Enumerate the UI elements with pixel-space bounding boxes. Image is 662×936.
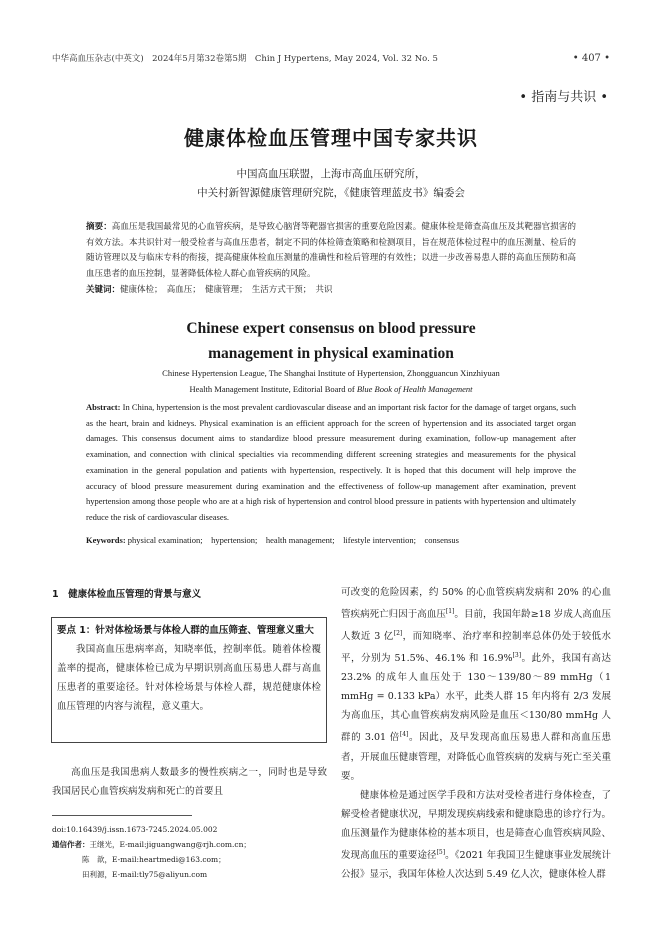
keypoint-body: 我国高血压患病率高，知晓率低，控制率低。随着体检覆盖率的提高，健康体检已成为早期识别高血压易患人群与高血压患者的重要途径。针对体检场景与体检人群，规范健康体检血压管理的内容与流程，意义重大。 (57, 644, 321, 712)
citation-4: [4] (399, 731, 409, 739)
journal-info: 中华高血压杂志(中英文) 2024年5月第32卷第5期 Chin J Hypertens, May 2024, Vol. 32 No. 5 (52, 54, 438, 64)
abstract-en-text: In China, hypertension is the most prevalent cardiovascular disease and an important risk factor for the damage of target organs, such as the heart, brain and kidneys. Physical examination is an efficient approach for the screen of hypertension and its associated target organ damages. This consensus document aims to standardize blood pressure measurement during examination, follow-up management after examination, and connection with clinical specialties via recommending different screening strategies and measurements for the physical examination in the general population and patients with hypertension, respectively. It is hoped that this document will help improve the accuracy of blood pressure measurement during examination and the effectiveness of follow-up management after examination, prevent hypertension among those people who are at a high risk of hypertension and control blood pressure in patients with hypertension and ultimately reduce the risk of cardiovascular diseases. (86, 402, 577, 522)
authors-line-1: 中国高血压联盟，上海市高血压研究所， (236, 168, 426, 180)
footnote-rule (52, 815, 192, 816)
abstract-text: 高血压是我国最常见的心血管疾病，是导致心脑肾等靶器官损害的重要危险因素。健康体检是筛查高血压及其靶器官损害的有效方法。本共识针对一般受检者与高血压患者，制定不同的体检筛查策略和检测项目，旨在规范体检过程中的血压测量、检后的随访管理以及与临床专科的衔接，提高健康体检血压测量的准确性和检后管理的有效性；以进一步改善易患人群的高血压预防和高血压患者的血压控制，显著降低体检人群心血管疾病的风险。 (86, 222, 576, 279)
right-paragraph-1: 可改变的危险因素，约 50% 的心血管疾病发病和 20% 的心血管疾病死亡归因于高血压[1]。目前，我国年龄≥18 岁成人高血压人数近 3 亿[2]，而知晓率、治疗率和控制率总体仍处于较低水平，分别为 51.5%、46.1% 和 16.9%[3]。此外，我国有高达 23.2% 的成年人血压处于 130～139/80～89 mmHg（1 mmHg = 0.133 kPa）水平，此类人群 15 年内将有 2/3 发展为高血压，其心血管疾病发病风险是血压＜130/80 mmHg 人群的 3.01 倍[4]。因此，及早发现高血压易患人群和高血压患者，开展血压健康管理，对降低心血管疾病的发病与死亡至关重要。 (341, 587, 611, 782)
keywords-label: 关键词： (86, 285, 121, 295)
left-paragraph: 高血压是我国患病人数最多的慢性疾病之一，同时也是导致我国居民心血管疾病发病和死亡的首要且 (52, 767, 327, 797)
footnotes (52, 822, 327, 882)
abstract-en-label: Abstract: (86, 402, 121, 412)
column-label: • 指南与共识 • (519, 90, 608, 105)
title-chinese: 健康体检血压管理中国专家共识 (184, 126, 478, 150)
keypoint-title: 要点 1：针对体检场景与体检人群的血压筛查、管理意义重大 (57, 625, 314, 636)
authors-line-2: 中关村新智源健康管理研究院，《健康管理蓝皮书》编委会 (197, 187, 465, 199)
keywords-en-label: Keywords: (86, 535, 126, 545)
keywords-english (86, 534, 576, 546)
correspondence-label: 通信作者： (52, 840, 90, 849)
abstract-english (86, 400, 576, 526)
abstract-label: 摘要： (86, 222, 112, 232)
authors-english (0, 366, 662, 397)
page-number: • 407 • (572, 52, 610, 64)
title-en-line-2: management in physical examination (208, 345, 454, 362)
right-column (341, 583, 611, 884)
doi: doi:10.16439/j.issn.1673-7245.2024.05.002 (52, 825, 218, 834)
title-en-line-1: Chinese expert consensus on blood pressure (186, 320, 476, 337)
keywords-text: 健康体检； 高血压； 健康管理； 生活方式干预； 共识 (120, 285, 333, 295)
authors-en-line-2 (0, 382, 662, 398)
right-paragraph-2: 健康体检是通过医学手段和方法对受检者进行身体检查，了解受检者健康状况，早期发现疾病线索和健康隐患的诊疗行为。血压测量作为健康体检的基本项目，也是筛查心血管疾病风险、发现高血压的重要途径[5]。《2021 年我国卫生健康事业发展统计公报》显示，我国年体检人次达到 5.49 亿人次，健康体检人群 (341, 789, 611, 880)
correspondence-2: 陈 歆，E-mail:heartmedi@163.com； (82, 855, 226, 864)
citation-3: [3] (512, 652, 522, 660)
citation-2: [2] (393, 630, 403, 638)
authors-en-line-1: Chinese Hypertension League, The Shanghai Institute of Hypertension, Zhongguancun Xinzhiyuan (162, 368, 500, 378)
authors-en-line-2a: Health Management Institute, Editorial Board of (189, 383, 357, 394)
running-header (52, 52, 610, 64)
section-heading: 1 健康体检血压管理的背景与意义 (52, 589, 202, 600)
abstract-chinese (86, 220, 576, 282)
blue-book-title: Blue Book of Health Management (356, 383, 473, 394)
title-english (0, 316, 662, 366)
citation-5: [5] (436, 848, 446, 856)
authors-chinese (0, 165, 662, 203)
correspondence-1 (52, 837, 327, 852)
correspondence-email-1: 王继光，E-mail:jiguangwang@rjh.com.cn； (89, 840, 251, 849)
correspondence-3: 田利源，E-mail:tly75@aliyun.com (82, 870, 208, 879)
keypoint-box (51, 617, 327, 743)
keywords-chinese (86, 283, 576, 298)
keywords-en-text: physical examination; hypertension; health management; lifestyle intervention; consensus (127, 535, 459, 545)
citation-1: [1] (445, 608, 455, 615)
